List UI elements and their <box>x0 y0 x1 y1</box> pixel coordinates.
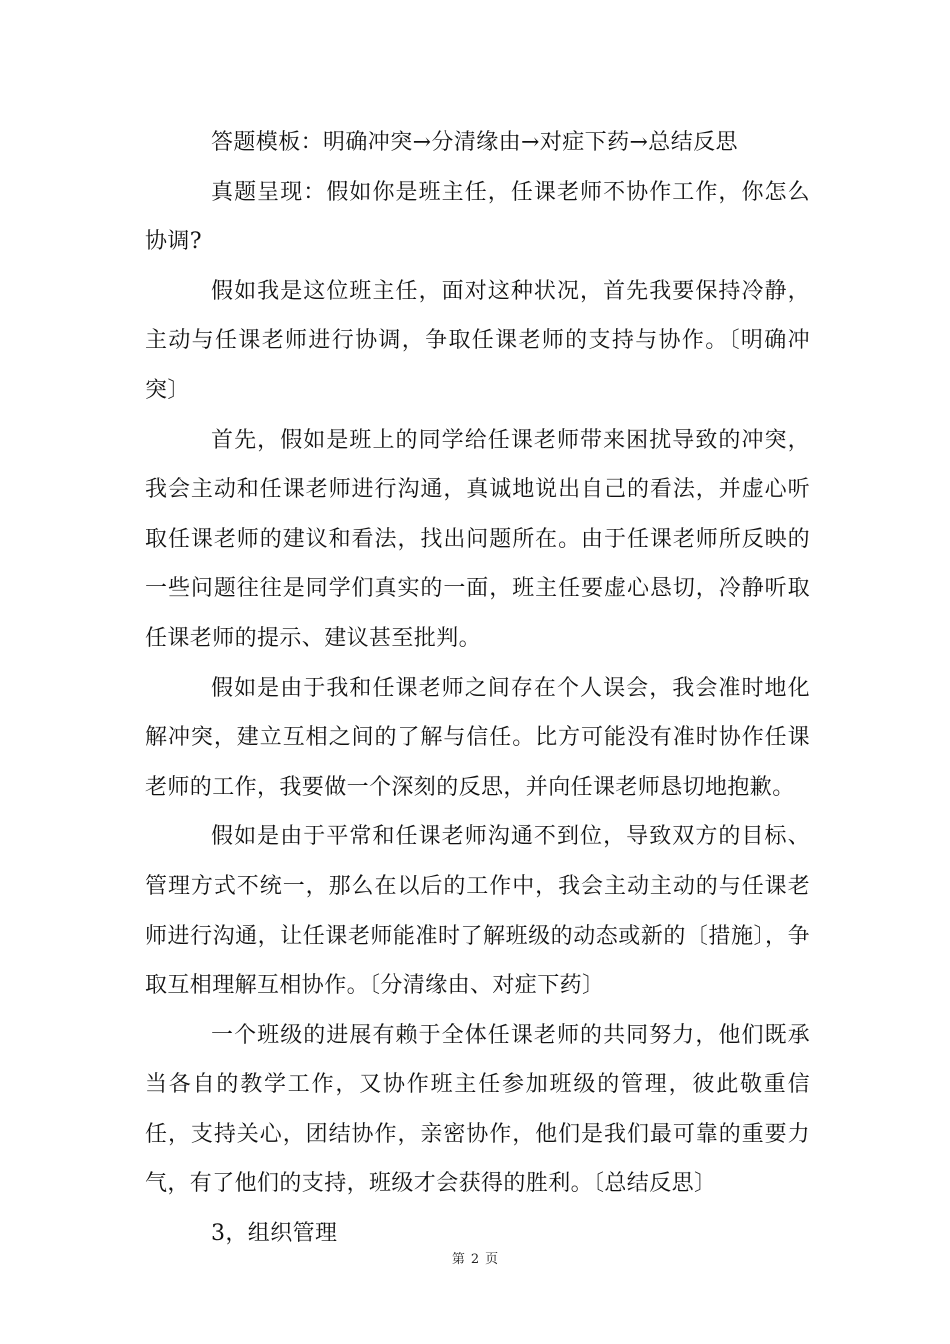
question-paragraph: 真题呈现：假如你是班主任，任课老师不协作工作，你怎么协调? <box>145 179 810 255</box>
template-paragraph: 答题模板：明确冲突→分清缘由→对症下药→总结反思 <box>211 130 738 155</box>
answer-paragraph-summary: 一个班级的进展有赖于全体任课老师的共同努力，他们既承当各自的教学工作，又协作班主任参加班级的管理，彼此敬重信任，支持关心，团结协作，亲密协作，他们是我们最可靠的重要力气，有了他们的支持，班级才会获得的胜利。〔总结反思〕 <box>145 1022 810 1197</box>
answer-paragraph-communication: 假如是由于平常和任课老师沟通不到位，导致双方的目标、管理方式不统一，那么在以后的工作中，我会主动主动的与任课老师进行沟通，让任课老师能准时了解班级的动态或新的〔措施〕，争取互相理解互相协作。〔分清缘由、对症下药〕 <box>145 824 810 999</box>
footer-prefix: 第 <box>451 1252 465 1267</box>
answer-paragraph-misunderstanding: 假如是由于我和任课老师之间存在个人误会，我会准时地化解冲突，建立互相之间的了解与信任。比方可能没有准时协作任课老师的工作，我要做一个深刻的反思，并向任课老师恳切地抱歉。 <box>145 675 810 800</box>
document-body <box>145 118 810 1259</box>
footer-suffix: 页 <box>485 1252 499 1267</box>
page-number: 2 <box>470 1252 480 1267</box>
section-heading: 3，组织管理 <box>211 1221 338 1247</box>
answer-paragraph-students: 首先，假如是班上的同学给任课老师带来困扰导致的冲突，我会主动和任课老师进行沟通，真诚地说出自己的看法，并虚心听取任课老师的建议和看法，找出问题所在。由于任课老师所反映的一些问题往往是同学们真实的一面，班主任要虚心恳切，冷静听取任课老师的提示、建议甚至批判。 <box>145 427 810 651</box>
page-footer <box>0 1248 950 1267</box>
answer-paragraph-intro: 假如我是这位班主任，面对这种状况，首先我要保持冷静，主动与任课老师进行协调，争取任课老师的支持与协作。〔明确冲突〕 <box>145 278 810 403</box>
